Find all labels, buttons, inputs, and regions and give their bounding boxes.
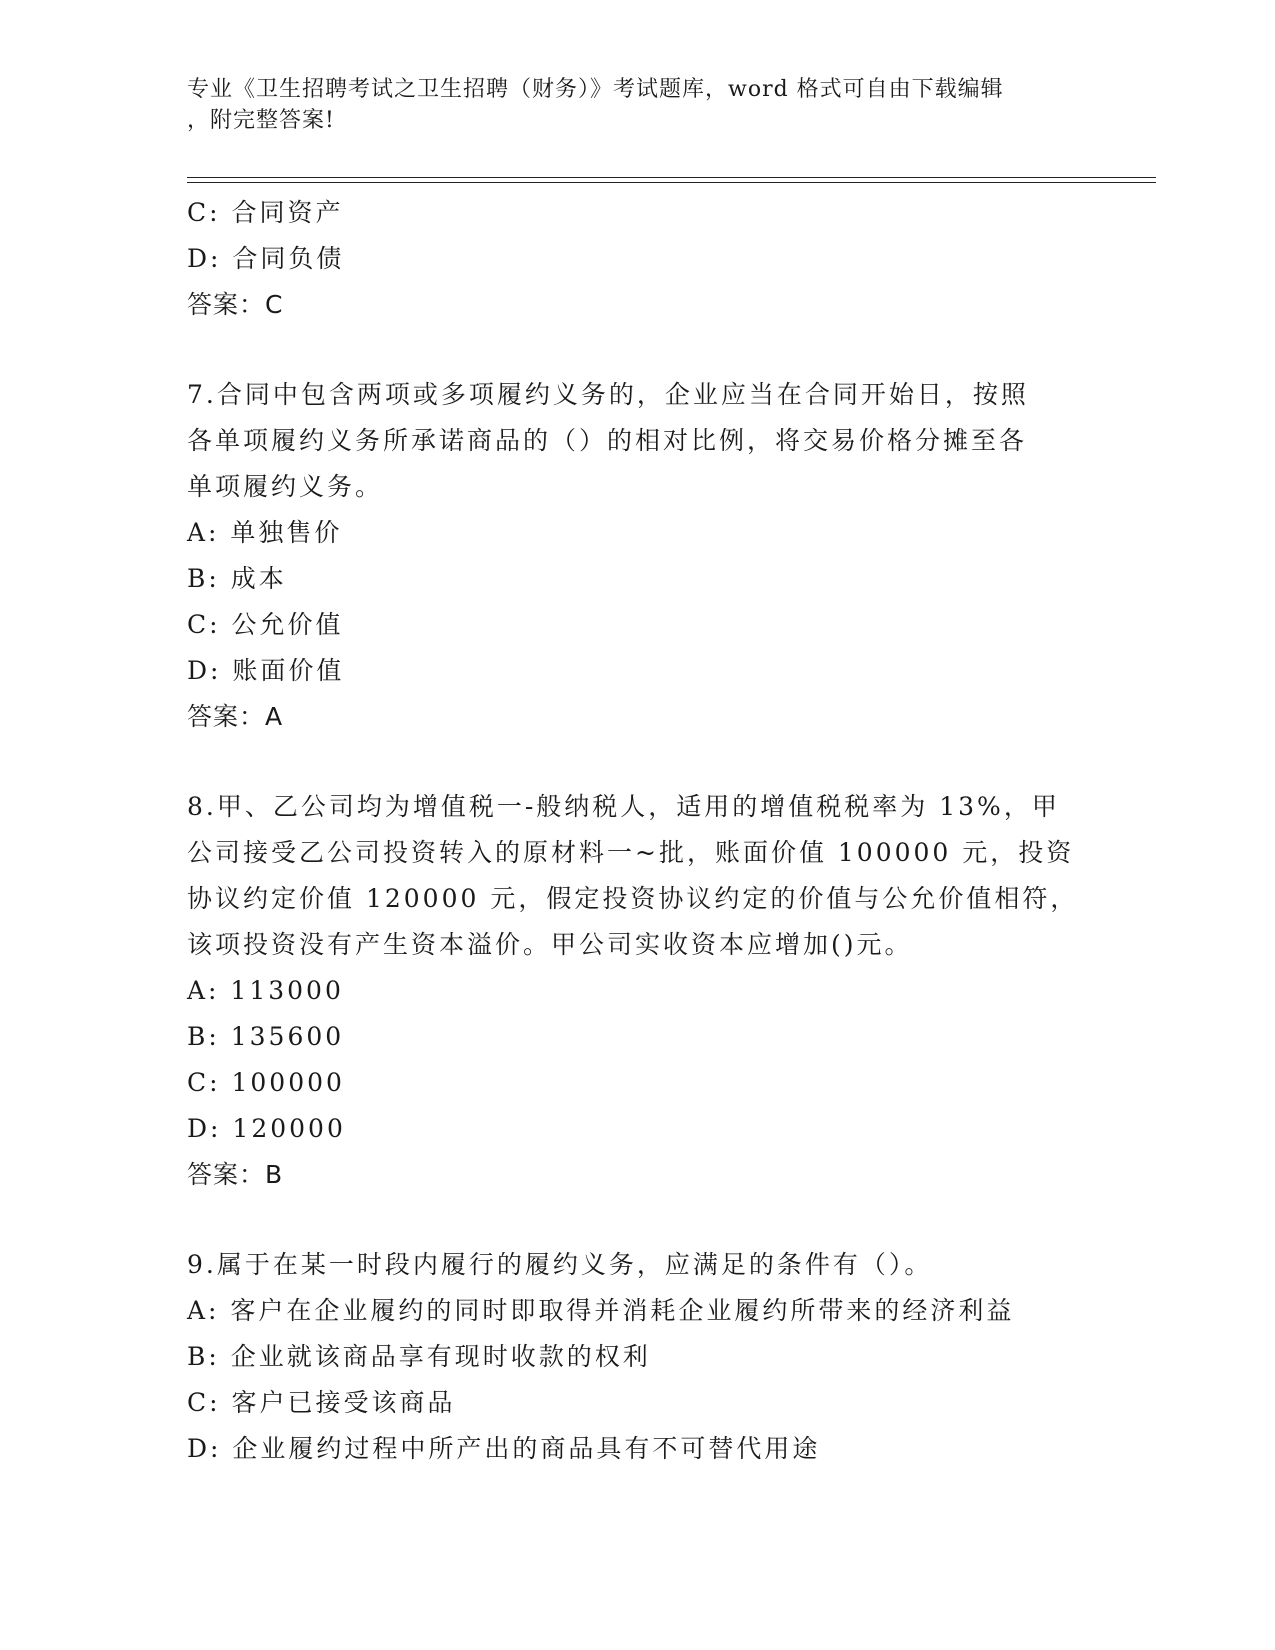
question-line: 8.甲、乙公司均为增值税一-般纳税人，适用的增值税税率为 13%，甲 xyxy=(187,792,1060,821)
option-d: D: 120000 xyxy=(187,1114,346,1143)
header-line-1: 专业《卫生招聘考试之卫生招聘（财务）》考试题库，word 格式可自由下载编辑 xyxy=(187,77,1004,102)
question-9 xyxy=(187,1242,1087,1472)
document-body xyxy=(187,190,1087,1472)
question-text xyxy=(187,1242,1087,1288)
question-line: 公司接受乙公司投资转入的原材料一~批，账面价值 100000 元，投资 xyxy=(187,838,1075,867)
answer-line: 答案：C xyxy=(187,290,284,319)
question-6-tail xyxy=(187,190,1087,328)
header-line-2: ，附完整答案! xyxy=(187,108,335,133)
option-b: B: 企业就该商品享有现时收款的权利 xyxy=(187,1342,651,1371)
question-line: 该项投资没有产生资本溢价。甲公司实收资本应增加()元。 xyxy=(187,930,913,959)
answer-line: 答案：A xyxy=(187,702,284,731)
question-8 xyxy=(187,784,1087,1198)
option-a: A: 113000 xyxy=(187,976,344,1005)
header-rule-top xyxy=(187,177,1156,178)
question-line: 各单项履约义务所承诺商品的（）的相对比例，将交易价格分摊至各 xyxy=(187,426,1028,455)
option-c: C: 合同资产 xyxy=(187,198,344,227)
question-text xyxy=(187,372,1087,510)
question-line: 7.合同中包含两项或多项履约义务的，企业应当在合同开始日，按照 xyxy=(187,380,1029,409)
option-d: D: 合同负债 xyxy=(187,244,345,273)
answer-line: 答案：B xyxy=(187,1160,284,1189)
question-line: 协议约定价值 120000 元，假定投资协议约定的价值与公允价值相符， xyxy=(187,884,1079,913)
header-rule-bottom xyxy=(187,182,1156,183)
option-c: C: 公允价值 xyxy=(187,610,344,639)
option-a: A: 单独售价 xyxy=(187,518,343,547)
question-text xyxy=(187,784,1087,968)
document-header xyxy=(187,74,1067,136)
option-b: B: 135600 xyxy=(187,1022,345,1051)
question-7 xyxy=(187,372,1087,740)
option-c: C: 客户已接受该商品 xyxy=(187,1388,456,1417)
question-line: 9.属于在某一时段内履行的履约义务，应满足的条件有（）。 xyxy=(187,1250,933,1279)
option-d: D: 账面价值 xyxy=(187,656,345,685)
option-c: C: 100000 xyxy=(187,1068,345,1097)
question-line: 单项履约义务。 xyxy=(187,472,384,501)
option-b: B: 成本 xyxy=(187,564,287,593)
option-d: D: 企业履约过程中所产出的商品具有不可替代用途 xyxy=(187,1434,821,1463)
option-a: A: 客户在企业履约的同时即取得并消耗企业履约所带来的经济利益 xyxy=(187,1296,1015,1325)
